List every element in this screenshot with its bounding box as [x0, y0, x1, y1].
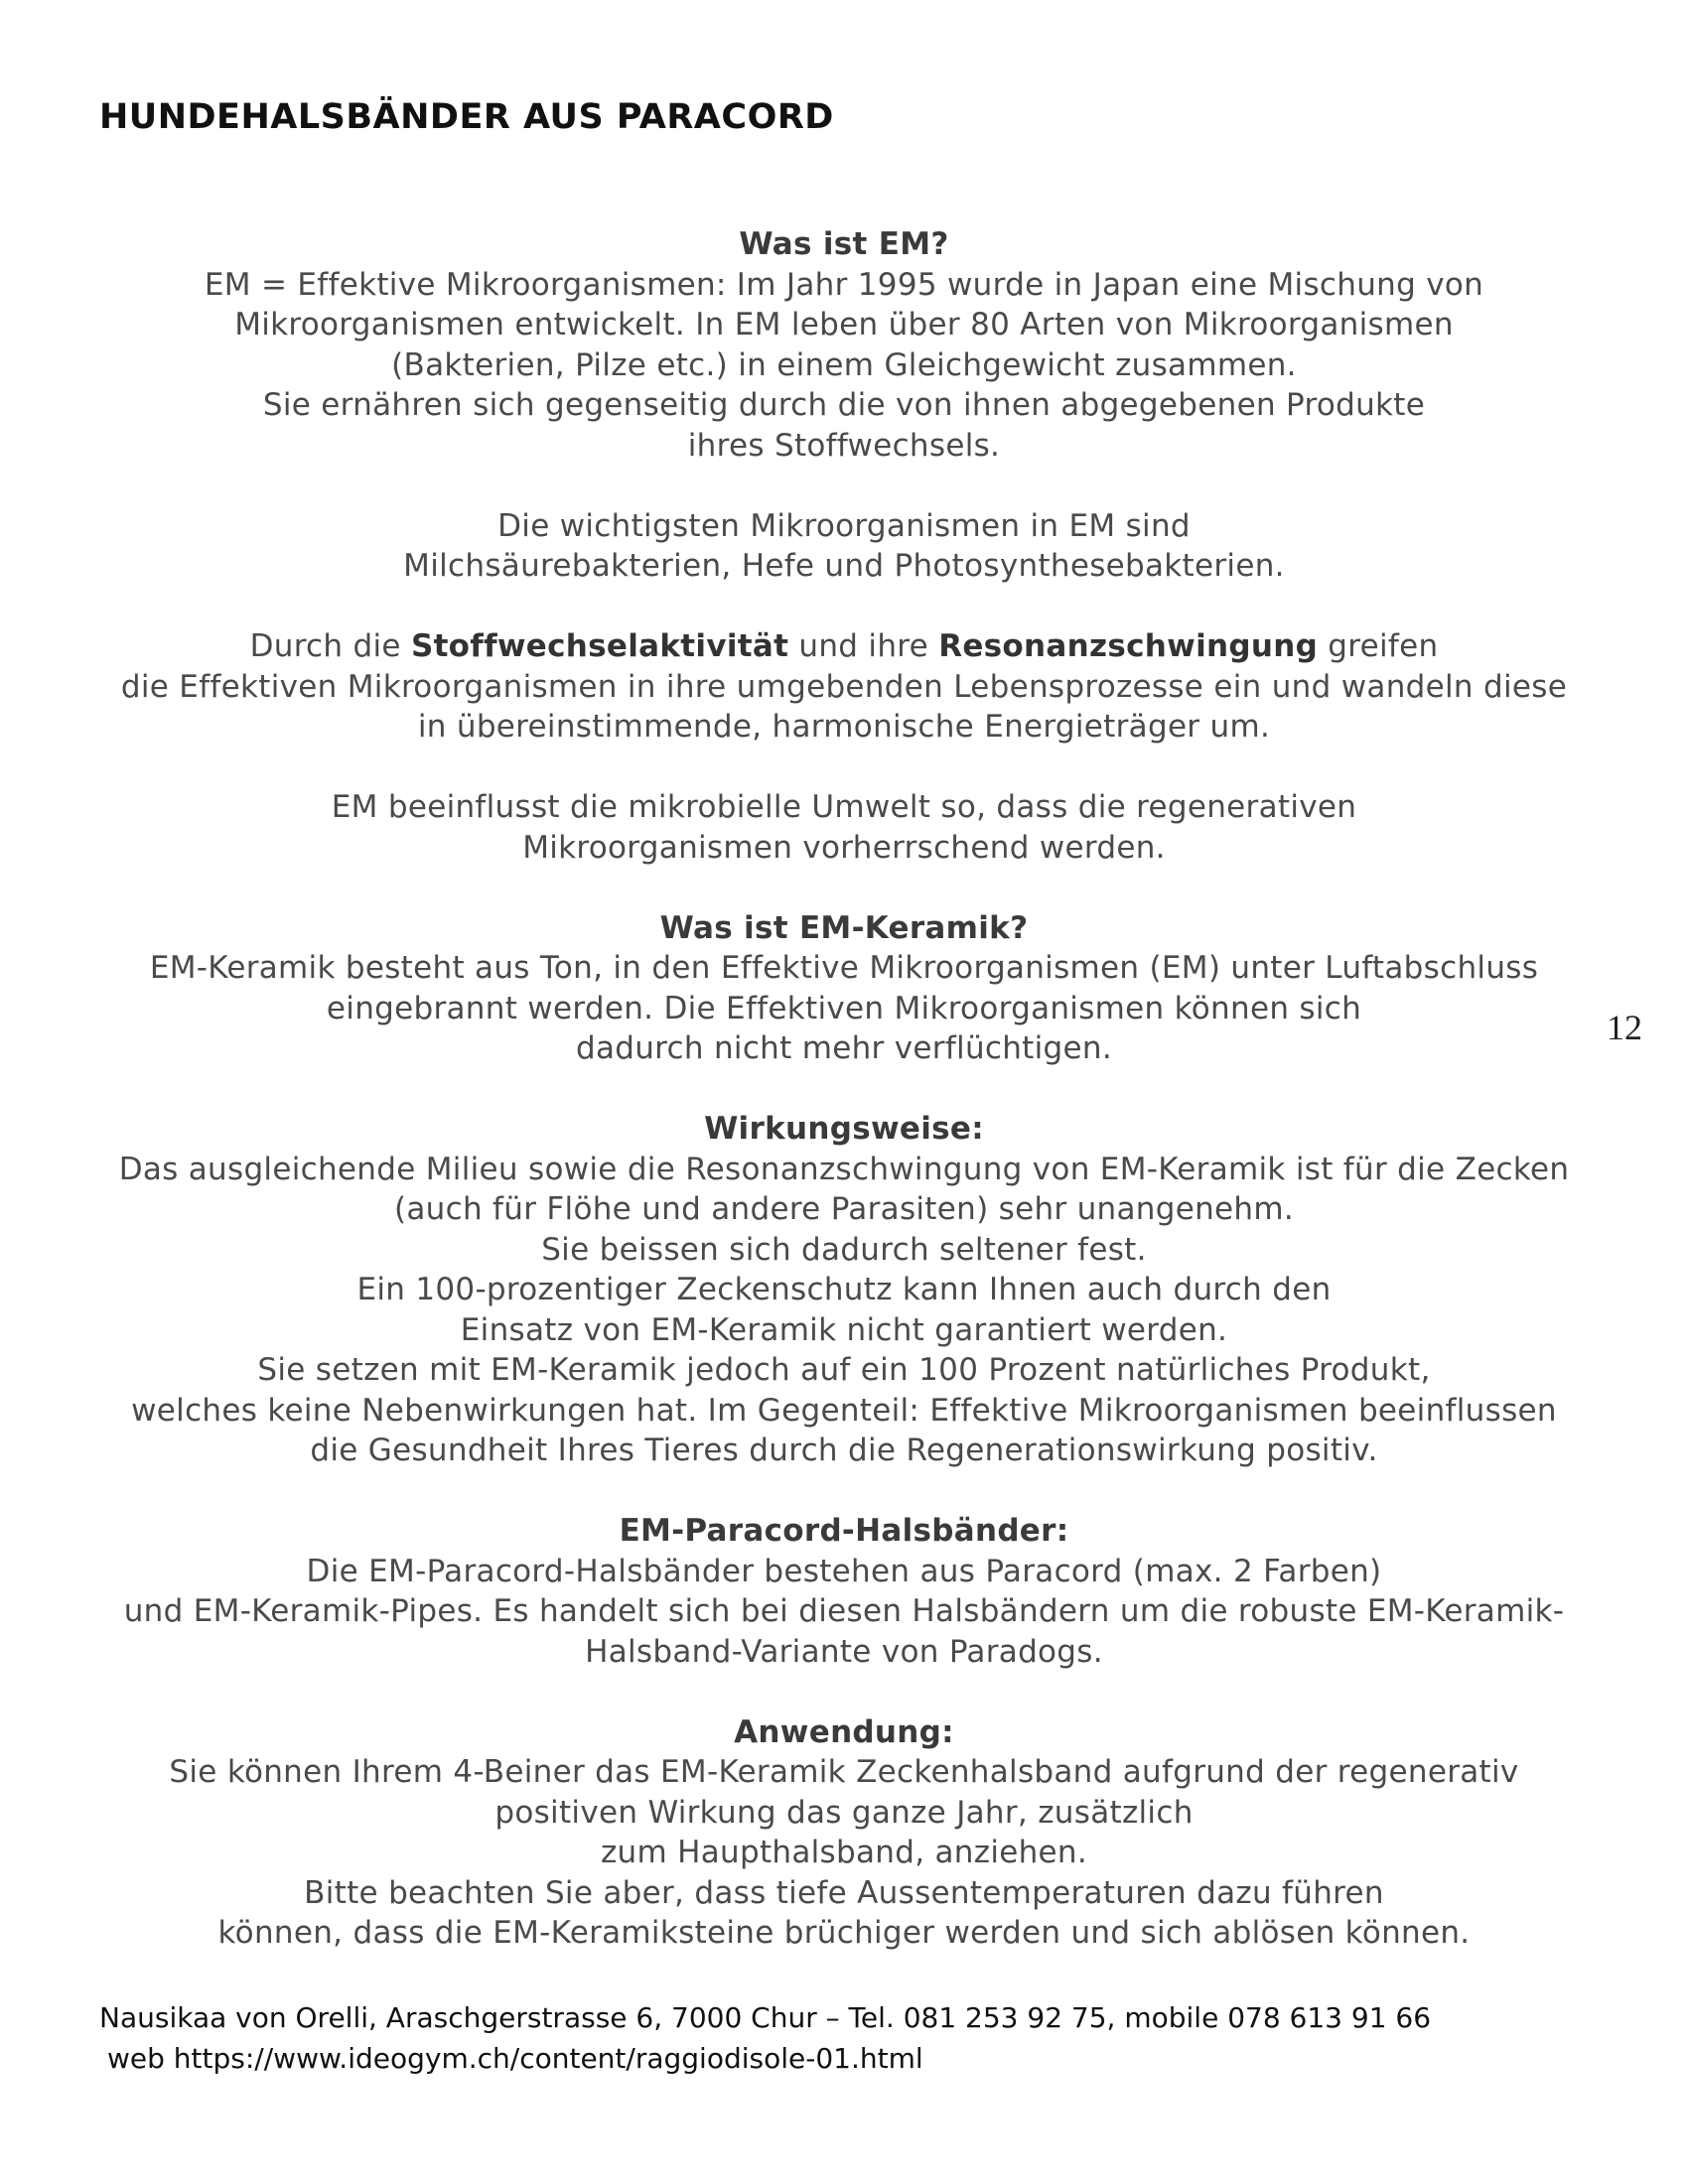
- page-number: 12: [1607, 1008, 1642, 1047]
- paragraph-line: Mikroorganismen vorherrschend werden.: [522, 829, 1166, 866]
- paragraph-line: EM beeinflusst die mikrobielle Umwelt so, dass die regenerativen: [331, 789, 1357, 825]
- paragraph-line: EM-Keramik besteht aus Ton, in den Effektive Mikroorganismen (EM) unter Luftabschluss: [149, 950, 1539, 986]
- paragraph-line: Sie beissen sich dadurch seltener fest.: [541, 1231, 1147, 1268]
- section-em-keramik: [89, 908, 1599, 1069]
- paragraph-line: Bitte beachten Sie aber, dass tiefe Aussentemperaturen dazu führen: [304, 1874, 1384, 1911]
- paragraph-line: dadurch nicht mehr verflüchtigen.: [575, 1030, 1113, 1066]
- paragraph-line: die Effektiven Mikroorganismen in ihre umgebenden Lebensprozesse ein und wandeln diese: [120, 668, 1568, 705]
- paragraph-line: Sie können Ihrem 4-Beiner das EM-Keramik Zeckenhalsband aufgrund der regenerativ: [169, 1754, 1519, 1790]
- paragraph-line: und EM-Keramik-Pipes. Es handelt sich bei diesen Halsbändern um die robuste EM-Keramik-: [123, 1593, 1565, 1629]
- paragraph-line: Einsatz von EM-Keramik nicht garantiert werden.: [460, 1311, 1228, 1348]
- section-activity: [89, 626, 1599, 748]
- paragraph-line: ihres Stoffwechsels.: [687, 427, 1001, 464]
- bold-term-resonanzschwingung: Resonanzschwingung: [938, 628, 1319, 664]
- bold-term-stoffwechselaktivitaet: Stoffwechselaktivität: [410, 628, 789, 664]
- paragraph-line: können, dass die EM-Keramiksteine brüchiger werden und sich ablösen können.: [217, 1915, 1471, 1951]
- paragraph-line: (auch für Flöhe und andere Parasiten) sehr unangenehm.: [393, 1191, 1295, 1227]
- section-anwendung: [89, 1712, 1599, 1954]
- section-influence: [89, 787, 1599, 868]
- paragraph-line: EM = Effektive Mikroorganismen: Im Jahr 1995 wurde in Japan eine Mischung von: [204, 266, 1484, 303]
- section-heading: Was ist EM?: [739, 226, 949, 262]
- paragraph-line: Das ausgleichende Milieu sowie die Resonanzschwingung von EM-Keramik ist für die Zecken: [118, 1151, 1570, 1187]
- paragraph-line: Sie ernähren sich gegenseitig durch die von ihnen abgegebenen Produkte: [262, 387, 1426, 423]
- paragraph-line: [89, 626, 1599, 667]
- footer-web-link[interactable]: web https://www.ideogym.ch/content/raggiodisole-01.html: [107, 2042, 923, 2075]
- paragraph-line: (Bakterien, Pilze etc.) in einem Gleichgewicht zusammen.: [391, 346, 1297, 383]
- section-heading: Wirkungsweise:: [704, 1111, 984, 1147]
- paragraph-line: Die EM-Paracord-Halsbänder bestehen aus Paracord (max. 2 Farben): [306, 1553, 1382, 1589]
- section-paracord-halsbaender: [89, 1511, 1599, 1672]
- paragraph-line: in übereinstimmende, harmonische Energieträger um.: [417, 709, 1271, 745]
- paragraph-line: Die wichtigsten Mikroorganismen in EM sind: [497, 507, 1191, 544]
- section-heading: Was ist EM-Keramik?: [659, 909, 1029, 946]
- paragraph-line: Milchsäurebakterien, Hefe und Photosynthesebakterien.: [403, 548, 1285, 584]
- section-heading: Anwendung:: [734, 1713, 954, 1750]
- footer-contact: Nausikaa von Orelli, Araschgerstrasse 6, 7000 Chur – Tel. 081 253 92 75, mobile 078 613 91 66: [99, 2001, 1432, 2034]
- paragraph-line: Halsband-Variante von Paradogs.: [585, 1633, 1103, 1670]
- paragraph-line: Ein 100-prozentiger Zeckenschutz kann Ihnen auch durch den: [356, 1272, 1332, 1307]
- text-run: greifen: [1318, 628, 1439, 664]
- paragraph-line: eingebrannt werden. Die Effektiven Mikroorganismen können sich: [326, 990, 1362, 1026]
- paragraph-line: zum Haupthalsband, anziehen.: [600, 1835, 1088, 1870]
- paragraph-line: Mikroorganismen entwickelt. In EM leben über 80 Arten von Mikroorganismen: [234, 307, 1454, 342]
- paragraph-line: welches keine Nebenwirkungen hat. Im Gegenteil: Effektive Mikroorganismen beeinflussen: [131, 1392, 1557, 1429]
- paragraph-line: die Gesundheit Ihres Tieres durch die Regenerationswirkung positiv.: [310, 1433, 1378, 1468]
- section-important-microorganisms: [89, 506, 1599, 587]
- section-heading: EM-Paracord-Halsbänder:: [619, 1513, 1069, 1549]
- document-body: [89, 224, 1599, 1993]
- text-run: Durch die: [249, 628, 411, 664]
- paragraph-line: positiven Wirkung das ganze Jahr, zusätzlich: [494, 1794, 1194, 1831]
- page-title: HUNDEHALSBÄNDER AUS PARACORD: [99, 97, 834, 137]
- section-wirkungsweise: [89, 1109, 1599, 1471]
- page-footer: [99, 1997, 1431, 2079]
- text-run: und ihre: [788, 628, 939, 664]
- section-was-ist-em: [89, 224, 1599, 466]
- paragraph-line: Sie setzen mit EM-Keramik jedoch auf ein 100 Prozent natürliches Produkt,: [257, 1352, 1431, 1388]
